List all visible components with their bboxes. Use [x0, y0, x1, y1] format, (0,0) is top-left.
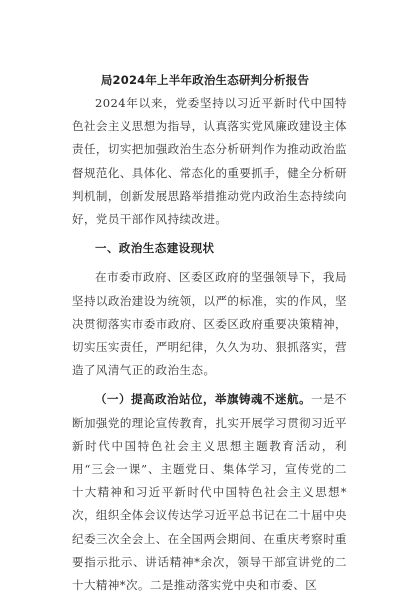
intro-paragraph: 2024年以来，党委坚持以习近平新时代中国特色社会主义思想为指导，认真落实党风廉政建设主体责任，切实把加强政治生态分析研判作为推动政治监督规范化、具体化、常态化的重要抓手，健全分析研判机制，创新发展思路举措推动党内政治生态持续向好，党员干部作风持续改进。: [72, 96, 347, 227]
subsection-lead: （一）提高政治站位，举旗铸魂不迷航。: [95, 392, 312, 407]
document-title: 局2024年上半年政治生态研判分析报告: [100, 73, 310, 87]
subsection-paragraph: [72, 388, 347, 597]
document-body: [72, 92, 347, 597]
section-heading: 一、政治生态建设现状: [95, 241, 215, 256]
subsection-text: 一是不断加强党的理论宣传教育，扎实开展学习贯彻习近平新时代中国特色社会主义思想主题教育活动，利用“三会一课”、主题党日、集体学习，宣传党的二十大精神和习近平新时代中国特色社会主义思想*次，组织全体会议传达学习近平总书记在二十届中央纪委三次全会上、在全国两会期间、在重庆考察时重要指示批示、讲话精神*余次，领导干部宣讲党的二十大精神*次。二是推动落实党中央和市委、区: [72, 392, 347, 593]
section-paragraph: 在市委市政府、区委区政府的坚强领导下，我局坚持以政治建设为统领，以严的标准，实的作风，坚决贯彻落实市委市政府、区委区政府重要决策精神，切实压实责任，严明纪律，久久为功、狠抓落实，营造了风清气正的政治生态。: [72, 270, 347, 378]
